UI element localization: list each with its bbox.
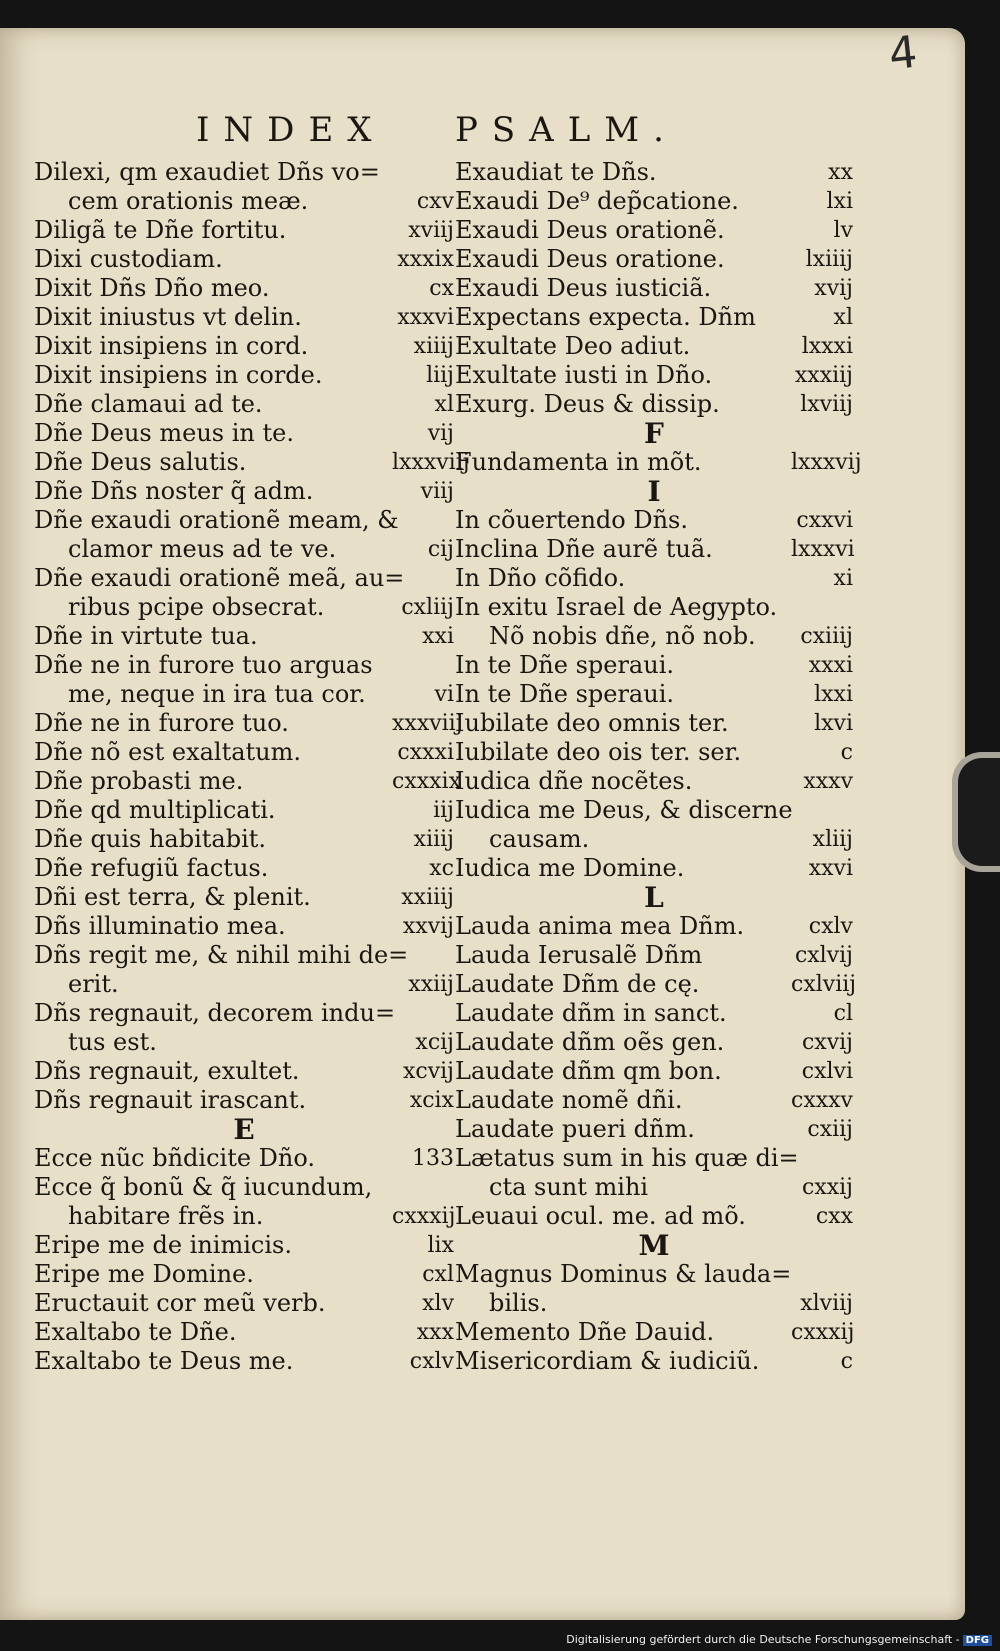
section-letter: M — [638, 1229, 670, 1262]
index-entry — [34, 1057, 454, 1086]
entry-incipit: In cõuertendo Dñs. — [455, 506, 688, 534]
psalm-number: cxxxi — [397, 740, 454, 765]
index-entry — [455, 854, 853, 883]
index-entry — [34, 1347, 454, 1376]
psalm-number: cxiiij — [800, 624, 853, 649]
dfg-logo: DFG — [963, 1635, 992, 1646]
index-entry — [34, 912, 454, 941]
index-entry — [455, 709, 853, 738]
entry-incipit: Dñe in virtute tua. — [34, 622, 258, 650]
index-entry — [455, 1115, 853, 1144]
entry-incipit: Dixit Dñs Dño meo. — [34, 274, 270, 302]
psalm-number: xxi — [422, 624, 454, 649]
entry-incipit: Dñi est terra, & plenit. — [34, 883, 311, 911]
entry-incipit: Dñs regit me, & nihil mihi de= — [34, 941, 409, 969]
entry-incipit: Lauda Ierusalẽ Dñm — [455, 941, 703, 969]
entry-incipit: Memento Dñe Dauid. — [455, 1318, 715, 1346]
index-entry — [34, 825, 454, 854]
index-entry — [34, 1318, 454, 1347]
psalm-number: xx — [828, 160, 853, 185]
psalm-number: xcix — [409, 1088, 454, 1113]
index-entry — [455, 1318, 853, 1347]
entry-incipit: Eructauit cor meũ verb. — [34, 1289, 326, 1317]
index-entry — [34, 274, 454, 303]
psalm-number: cxxxix — [392, 769, 461, 794]
index-entry — [34, 390, 454, 419]
index-entry — [455, 361, 853, 390]
psalm-number: cxliij — [401, 595, 454, 620]
psalm-number: xxvij — [402, 914, 454, 939]
psalm-number: liij — [426, 363, 454, 388]
entry-incipit: In te Dñe speraui. — [455, 680, 674, 708]
running-header — [0, 110, 965, 160]
psalm-number: lxviij — [800, 392, 853, 417]
entry-incipit: Expectans expecta. Dñm — [455, 303, 756, 331]
psalm-number: cxxxij — [791, 1320, 855, 1345]
index-entry — [455, 1260, 853, 1318]
entry-incipit: In exitu Israel de Aegypto. — [455, 593, 778, 621]
entry-incipit: Exultate iusti in Dño. — [455, 361, 713, 389]
entry-incipit: Dñe exaudi orationẽ meam, & — [34, 506, 399, 534]
entry-incipit: Iubilate deo ois ter. ser. — [455, 738, 742, 766]
entry-incipit: Dñe probasti me. — [34, 767, 244, 795]
entry-continuation: tus est. — [68, 1028, 157, 1056]
psalm-number: xxxiij — [794, 363, 853, 388]
psalm-number: lxxi — [814, 682, 853, 707]
entry-incipit: Exaltabo te Dñe. — [34, 1318, 237, 1346]
entry-incipit: Dñe ne in furore tuo arguas — [34, 651, 373, 679]
psalm-number: lxi — [826, 189, 853, 214]
psalm-number: lv — [833, 218, 853, 243]
psalm-number: cxlv — [808, 914, 853, 939]
entry-incipit: Inclina Dñe aurẽ tuã. — [455, 535, 713, 563]
entry-continuation: habitare frẽs in. — [68, 1202, 264, 1230]
entry-incipit: Exaudi Deus iusticiã. — [455, 274, 712, 302]
entry-incipit: Misericordiam & iudiciũ. — [455, 1347, 760, 1375]
index-entry — [455, 1202, 853, 1231]
index-entry — [34, 883, 454, 912]
index-entry — [34, 419, 454, 448]
entry-incipit: Exultate Deo adiut. — [455, 332, 691, 360]
psalm-number: cxlv — [409, 1349, 454, 1374]
entry-incipit: Exurg. Deus & dissip. — [455, 390, 720, 418]
entry-incipit: Dñe Deus meus in te. — [34, 419, 294, 447]
index-entry — [455, 912, 853, 941]
entry-incipit: Dñe ne in furore tuo. — [34, 709, 289, 737]
psalm-number: xxxvi — [397, 305, 454, 330]
psalm-number: vi — [434, 682, 454, 707]
entry-incipit: Dixit insipiens in corde. — [34, 361, 323, 389]
entry-incipit: Dilexi, qm exaudiet Dñs vo= — [34, 158, 380, 186]
entry-incipit: Dñs regnauit, exultet. — [34, 1057, 300, 1085]
index-entry — [34, 651, 454, 709]
psalm-number: xxxv — [803, 769, 853, 794]
page-clip-tab — [952, 752, 1000, 872]
entry-incipit: Iudica me Domine. — [455, 854, 685, 882]
index-entry — [34, 1260, 454, 1289]
index-entry — [34, 1086, 454, 1115]
entry-incipit: Leuaui ocul. me. ad mõ. — [455, 1202, 746, 1230]
entry-incipit: Dñs regnauit irascant. — [34, 1086, 307, 1114]
psalm-number: xl — [434, 392, 454, 417]
index-entry — [455, 564, 853, 593]
psalm-number: xxiij — [408, 972, 454, 997]
psalm-number: c — [840, 1349, 853, 1374]
index-entry — [34, 506, 454, 564]
entry-continuation: me, neque in ira tua cor. — [68, 680, 366, 708]
psalm-number: cl — [833, 1001, 853, 1026]
entry-incipit: Dixit iniustus vt delin. — [34, 303, 302, 331]
index-column-right — [455, 158, 862, 1376]
psalm-number: xi — [833, 566, 853, 591]
index-column-left — [34, 158, 470, 1376]
psalm-number: lxxxvi — [791, 537, 855, 562]
entry-incipit: Iudica me Deus, & discerne — [455, 796, 793, 824]
psalm-number: xiiij — [413, 827, 454, 852]
index-entry — [455, 767, 853, 796]
index-entry — [455, 158, 853, 187]
entry-incipit: Laudate dñm qm bon. — [455, 1057, 722, 1085]
psalm-number: xlviij — [800, 1291, 853, 1316]
entry-incipit: Ecce nũc bñdicite Dño. — [34, 1144, 316, 1172]
index-entry — [34, 216, 454, 245]
psalm-number: cxlvi — [801, 1059, 853, 1084]
book-page — [0, 28, 965, 1620]
index-entry — [34, 767, 461, 796]
psalm-number: cxxvi — [796, 508, 853, 533]
entry-incipit: Dñe nõ est exaltatum. — [34, 738, 302, 766]
entry-incipit: Dñe Dñs noster q̃ adm. — [34, 477, 314, 505]
index-entry — [34, 448, 470, 477]
psalm-number: xc — [429, 856, 454, 881]
header-index: INDEX — [196, 110, 386, 150]
psalm-number: cxiij — [807, 1117, 853, 1142]
psalm-number: xxiiij — [401, 885, 454, 910]
entry-incipit: Dñe Deus salutis. — [34, 448, 247, 476]
entry-incipit: In te Dñe speraui. — [455, 651, 674, 679]
entry-incipit: Dñe exaudi orationẽ meã, au= — [34, 564, 405, 592]
psalm-number: xlv — [422, 1291, 454, 1316]
psalm-number: xl — [833, 305, 853, 330]
psalm-number: cxlvij — [794, 943, 853, 968]
entry-incipit: Dñs regnauit, decorem indu= — [34, 999, 396, 1027]
digitization-footer — [0, 1633, 1000, 1651]
entry-incipit: Dixi custodiam. — [34, 245, 223, 273]
psalm-number: xliij — [812, 827, 853, 852]
psalm-number: xiiij — [413, 334, 454, 359]
entry-incipit: Dñe qd multiplicati. — [34, 796, 276, 824]
index-entry — [34, 941, 454, 999]
psalm-number: lxxxi — [801, 334, 853, 359]
index-entry — [455, 216, 853, 245]
entry-continuation: bilis. — [489, 1289, 548, 1317]
psalm-number: cxx — [815, 1204, 853, 1229]
index-entry — [34, 854, 454, 883]
entry-continuation: ribus pcipe obsecrat. — [68, 593, 325, 621]
psalm-number: cxv — [416, 189, 454, 214]
entry-incipit: Laudate nomẽ dñi. — [455, 1086, 683, 1114]
entry-continuation: clamor meus ad te ve. — [68, 535, 337, 563]
entry-incipit: Magnus Dominus & lauda= — [455, 1260, 792, 1288]
psalm-number: xcvij — [402, 1059, 454, 1084]
entry-continuation: causam. — [489, 825, 590, 853]
section-letter: E — [233, 1113, 255, 1146]
entry-incipit: Dñs illuminatio mea. — [34, 912, 286, 940]
psalm-number: lxvi — [814, 711, 853, 736]
index-entry — [455, 1028, 853, 1057]
index-entry — [455, 1144, 853, 1202]
entry-incipit: Laudate dñm oẽs gen. — [455, 1028, 725, 1056]
entry-incipit: Exaltabo te Deus me. — [34, 1347, 294, 1375]
index-entry — [34, 709, 463, 738]
index-entry — [34, 1144, 454, 1173]
psalm-number: viij — [420, 479, 454, 504]
index-entry — [34, 564, 454, 622]
psalm-number: xviij — [408, 218, 454, 243]
psalm-number: vij — [427, 421, 454, 446]
index-entry — [34, 158, 454, 216]
index-entry — [455, 332, 853, 361]
psalm-number: c — [840, 740, 853, 765]
entry-incipit: Exaudiat te Dñs. — [455, 158, 657, 186]
psalm-number: cxl — [422, 1262, 454, 1287]
entry-incipit: Exaudi Deus oratione. — [455, 245, 725, 273]
index-entry — [34, 477, 454, 506]
entry-continuation: cem orationis meæ. — [68, 187, 309, 215]
index-entry — [455, 274, 853, 303]
entry-incipit: Ecce q̃ bonũ & q̃ iucundum, — [34, 1173, 373, 1201]
index-entry — [34, 1173, 454, 1231]
entry-incipit: Eripe me de inimicis. — [34, 1231, 292, 1259]
entry-incipit: Dñe refugiũ factus. — [34, 854, 269, 882]
page-number: 4 — [886, 26, 920, 81]
entry-continuation: erit. — [68, 970, 119, 998]
index-entry — [455, 738, 853, 767]
entry-incipit: Exaudi De⁹ dep̃catione. — [455, 187, 739, 215]
psalm-number: xvij — [814, 276, 853, 301]
index-entry — [455, 651, 853, 680]
index-entry — [455, 970, 857, 999]
entry-incipit: Exaudi Deus orationẽ. — [455, 216, 725, 244]
index-entry — [455, 680, 853, 709]
psalm-number: iij — [433, 798, 454, 823]
psalm-number: xxxviij — [392, 711, 463, 736]
index-entry — [34, 332, 454, 361]
entry-incipit: Eripe me Domine. — [34, 1260, 254, 1288]
index-entry — [455, 303, 853, 332]
entry-incipit: Iubilate deo omnis ter. — [455, 709, 729, 737]
index-entry — [455, 1057, 853, 1086]
psalm-number: 133 — [412, 1146, 454, 1171]
index-entry — [34, 796, 454, 825]
psalm-number: xcij — [415, 1030, 454, 1055]
entry-continuation: Nõ nobis dñe, nõ nob. — [489, 622, 756, 650]
psalm-number: cxlviij — [791, 972, 857, 997]
entry-incipit: In Dño cõfido. — [455, 564, 626, 592]
entry-incipit: Dñe clamaui ad te. — [34, 390, 263, 418]
psalm-number: lxiiij — [805, 247, 853, 272]
index-entry — [455, 999, 853, 1028]
index-entry — [455, 535, 853, 564]
psalm-number: xxxix — [397, 247, 454, 272]
index-entry — [455, 1347, 853, 1376]
entry-incipit: Laudate pueri dñm. — [455, 1115, 695, 1143]
index-entry — [34, 999, 454, 1057]
psalm-number: cxxxij — [392, 1204, 456, 1229]
psalm-number: cxvij — [801, 1030, 853, 1055]
entry-incipit: Laudate Dñm de cę. — [455, 970, 700, 998]
section-letter: L — [644, 881, 664, 914]
entry-incipit: Iudica dñe nocẽtes. — [455, 767, 693, 795]
psalm-number: cxxij — [802, 1175, 853, 1200]
index-entry — [455, 1086, 853, 1115]
psalm-number: xxvi — [808, 856, 853, 881]
entry-continuation: cta sunt mihi — [489, 1173, 649, 1201]
psalm-number: xxxi — [808, 653, 853, 678]
entry-incipit: Lætatus sum in his quæ di= — [455, 1144, 799, 1172]
index-entry — [34, 1289, 454, 1318]
psalm-number: cij — [427, 537, 454, 562]
psalm-number: lxxxvij — [791, 450, 862, 475]
entry-incipit: Laudate dñm in sanct. — [455, 999, 727, 1027]
entry-incipit: Dixit insipiens in cord. — [34, 332, 309, 360]
index-entry — [455, 245, 853, 274]
entry-incipit: Fundamenta in mõt. — [455, 448, 702, 476]
index-entry — [455, 593, 853, 651]
index-entry — [455, 187, 853, 216]
index-entry — [34, 738, 454, 767]
entry-incipit: Diligã te Dñe fortitu. — [34, 216, 287, 244]
index-entry — [455, 941, 853, 970]
footer-text: Digitalisierung gefördert durch die Deutsche Forschungsgemeinschaft - — [566, 1633, 960, 1646]
psalm-number: cx — [429, 276, 454, 301]
index-entry — [34, 361, 454, 390]
psalm-number: lix — [427, 1233, 454, 1258]
psalm-number: cxxxv — [791, 1088, 853, 1113]
index-entry — [34, 1231, 454, 1260]
section-letter: F — [644, 417, 664, 450]
psalm-number: lxxxviij — [392, 450, 470, 475]
index-entry — [455, 506, 853, 535]
psalm-number: xxx — [416, 1320, 454, 1345]
entry-incipit: Lauda anima mea Dñm. — [455, 912, 745, 940]
entry-incipit: Dñe quis habitabit. — [34, 825, 267, 853]
section-letter: I — [647, 475, 661, 508]
header-psalm: PSALM. — [455, 110, 678, 150]
index-entry — [34, 303, 454, 332]
index-entry — [455, 390, 853, 419]
index-entry — [455, 448, 862, 477]
index-entry — [34, 245, 454, 274]
index-entry — [34, 622, 454, 651]
index-entry — [455, 796, 853, 854]
